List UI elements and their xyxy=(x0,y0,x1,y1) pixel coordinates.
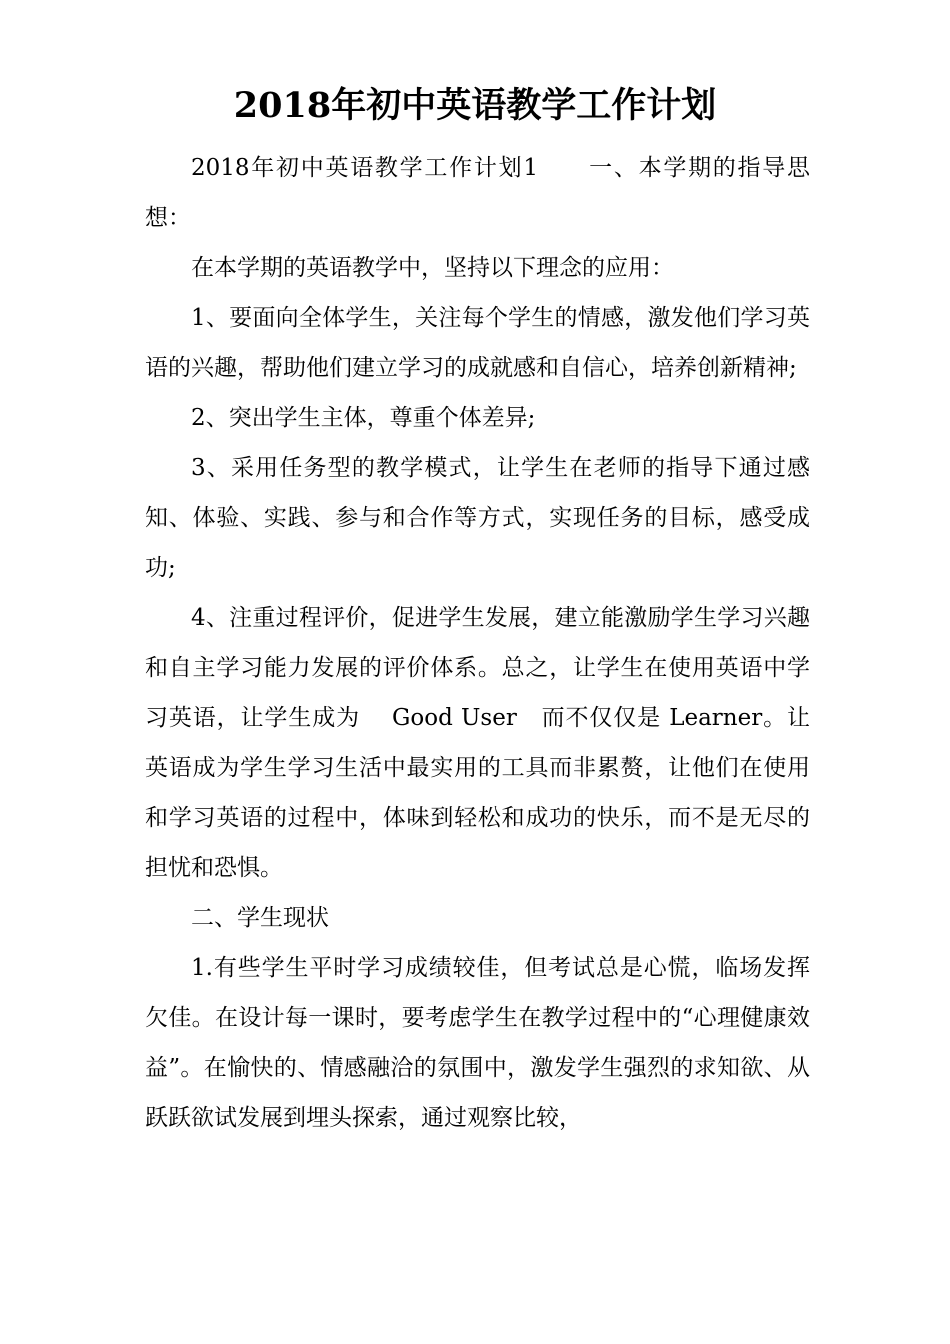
document-title: 2018年初中英语教学工作计划 xyxy=(233,85,717,126)
paragraph-intro: 2018年初中英语教学工作计划1 一、本学期的指导思想： xyxy=(145,155,810,231)
paragraph-principle-4: 4、注重过程评价，促进学生发展，建立能激励学生学习兴趣和自主学习能力发展的评价体系。总之，让学生在使用英语中学习英语，让学生成为 Good User 而不仅仅是 Learner。让英语成为学生学习生活中最实用的工具而非累赘，让他们在使用和学习英语的过程中，体味到轻松和成功的快乐，而不是无尽的担忧和恐惧。 xyxy=(145,605,810,881)
paragraph-principle-1: 1、要面向全体学生，关注每个学生的情感，激发他们学习英语的兴趣，帮助他们建立学习的成就感和自信心，培养创新精神; xyxy=(145,305,810,381)
section-heading-student-status: 二、学生现状 xyxy=(191,905,329,931)
document-body xyxy=(145,143,810,1143)
paragraph-principle-3: 3、采用任务型的教学模式，让学生在老师的指导下通过感知、体验、实践、参与和合作等方式，实现任务的目标，感受成功; xyxy=(145,455,810,581)
paragraph-principles-lead: 在本学期的英语教学中，坚持以下理念的应用： xyxy=(191,255,674,281)
paragraph-principle-2: 2、突出学生主体，尊重个体差异; xyxy=(191,405,536,431)
paragraph-student-status-1: 1.有些学生平时学习成绩较佳，但考试总是心慌，临场发挥欠佳。在设计每一课时，要考虑学生在教学过程中的“心理健康效益”。在愉快的、情感融洽的氛围中，激发学生强烈的求知欲、从跃跃欲试发展到埋头探索，通过观察比较， xyxy=(145,955,810,1131)
